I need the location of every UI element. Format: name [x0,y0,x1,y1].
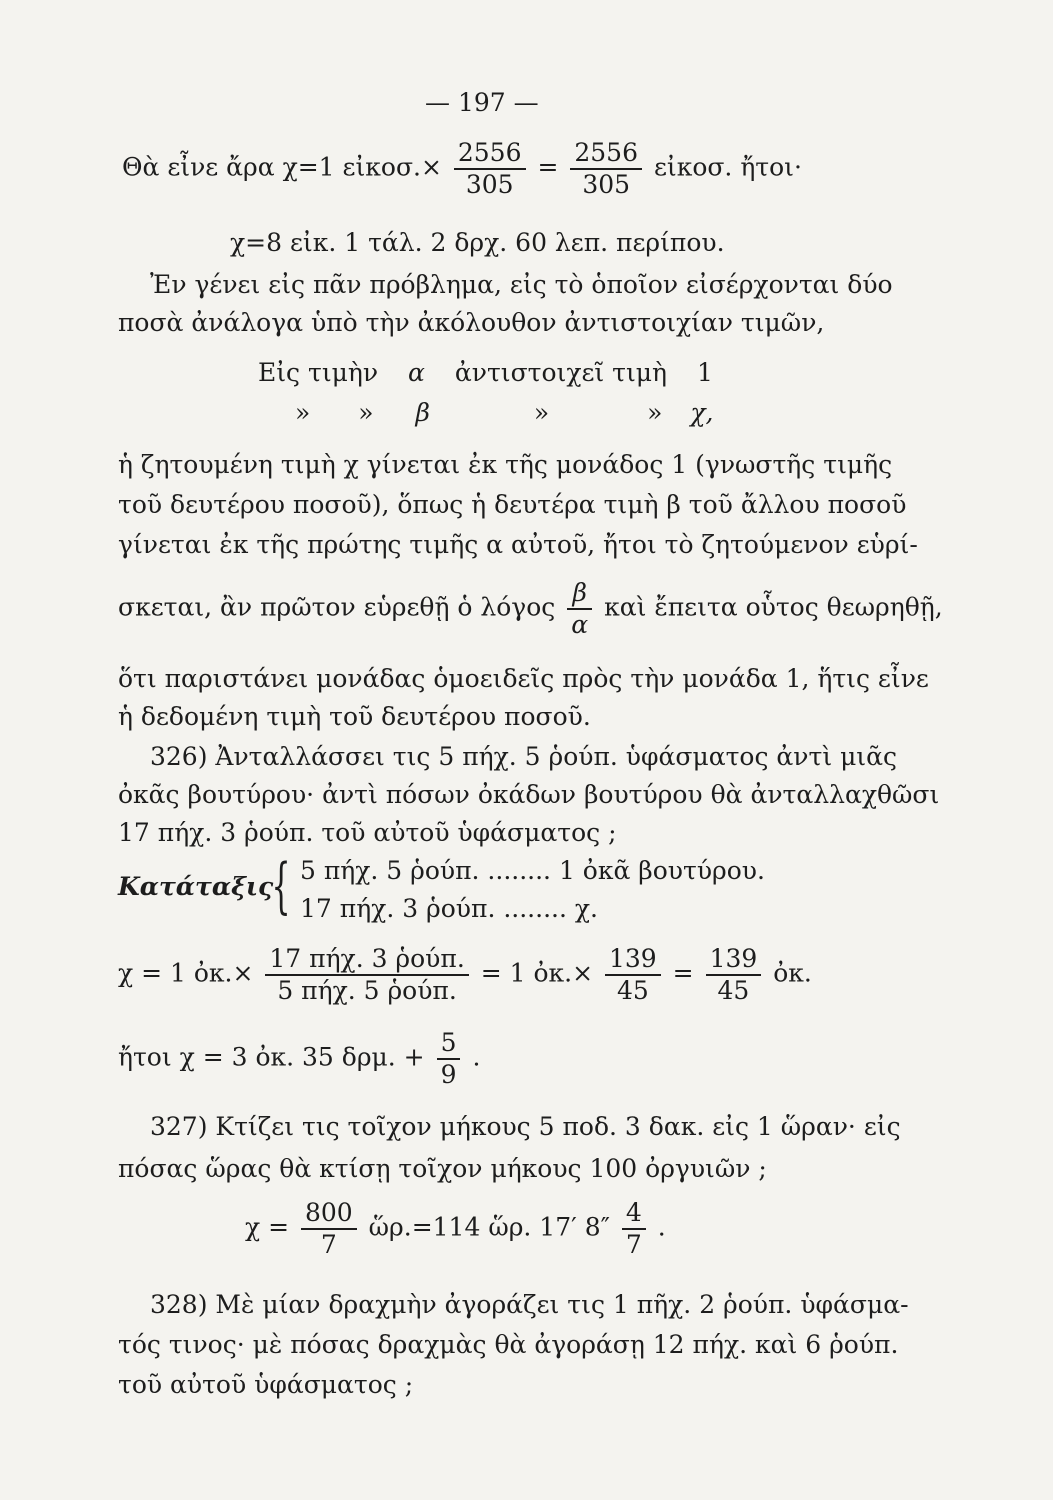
corr-alpha: α [408,358,425,387]
eq5-mid: ὥρ.=114 ὥρ. 17′ 8″ [368,1212,610,1242]
corr-label: Εἰς τιμὴν [258,358,379,387]
fraction [265,944,468,1006]
denominator: 5 πήχ. 5 ῥούπ. [265,974,468,1006]
equals-sign: = [537,152,559,182]
equation-4 [118,1028,480,1090]
denominator: 7 [622,1228,646,1260]
problem-328-line: 328) Μὲ μίαν δραχμὴν ἀγοράζει τις 1 πῆχ. 2 ῥούπ. ὑφάσμα- [150,1290,909,1319]
problem-328-line: τοῦ αὐτοῦ ὑφάσματος ; [118,1370,414,1399]
text-fragment: σκεται, ἂν πρῶτον εὑρεθῇ ὁ λόγος [118,592,556,622]
fraction [622,1198,646,1260]
numerator: 139 [709,944,758,973]
ditto-mark: » [533,398,550,427]
equation-5 [245,1198,666,1260]
problem-328-line: τός τινος· μὲ πόσας δραχμὰς θὰ ἀγοράσῃ 12 πήχ. καὶ 6 ῥούπ. [118,1330,899,1359]
corr-value: 1 [696,358,713,387]
paragraph-fraction-line [118,578,943,640]
equation-1-suffix: εἰκοσ. ἤτοι· [653,152,802,182]
numerator: 2556 [574,138,638,167]
fraction [454,138,526,200]
paragraph-line: ἡ ζητουμένη τιμὴ χ γίνεται ἐκ τῆς μονάδος 1 (γνωστῆς τιμῆς [118,450,893,479]
eq3-suffix: ὀκ. [773,958,812,988]
problem-326-line: 17 πήχ. 3 ῥούπ. τοῦ αὐτοῦ ὑφάσματος ; [118,818,617,847]
eq3-mid: = 1 ὀκ.× [480,958,594,988]
paragraph-line: ποσὰ ἀνάλογα ὑπὸ τὴν ἀκόλουθον ἀντιστοιχίαν τιμῶν, [118,308,825,337]
ditto-mark: » [295,398,311,427]
equation-3 [118,944,812,1006]
paragraph-line: ἡ δεδομένη τιμὴ τοῦ δευτέρου ποσοῦ. [118,702,591,731]
paragraph-line: τοῦ δευτέρου ποσοῦ), ὅπως ἡ δευτέρα τιμὴ β τοῦ ἄλλου ποσοῦ [118,490,907,519]
numerator: 800 [305,1198,353,1227]
eq5-suffix: . [657,1212,666,1242]
fraction [570,138,642,200]
eq4-prefix: ἤτοι χ = 3 ὀκ. 35 δρμ. + [118,1042,425,1072]
brace: { [271,851,291,921]
numerator: β [572,578,587,607]
ditto-mark: » [358,398,374,427]
katataxis-label: Κατάταξις [118,872,274,901]
paragraph-line: γίνεται ἐκ τῆς πρώτης τιμῆς α αὐτοῦ, ἤτοι τὸ ζητούμενον εὑρί- [118,530,918,559]
denominator: 305 [454,168,526,200]
denominator: 305 [570,168,642,200]
katataxis-row-1: 5 πήχ. 5 ῥούπ. ........ 1 ὀκᾶ βουτύρου. [300,856,765,885]
corr-chi: χ, [690,398,714,427]
equation-2: χ=8 εἰκ. 1 τάλ. 2 δρχ. 60 λεπ. περίπου. [230,228,725,257]
numerator: 17 πήχ. 3 ῥούπ. [269,944,465,973]
equals-sign: = [672,958,694,988]
equation-1 [122,138,802,200]
ditto-mark: » [647,398,663,427]
numerator: 139 [609,944,657,973]
problem-326-line: ὀκᾶς βουτύρου· ἀντὶ πόσων ὀκάδων βουτύρου θὰ ἀνταλλαχθῶσι [118,780,940,809]
fraction [567,578,592,640]
numerator: 5 [440,1028,457,1057]
fraction [301,1198,357,1260]
equation-1-prefix: Θὰ εἶνε ἄρα χ=1 εἰκοσ.× [122,152,442,182]
denominator: α [567,608,592,640]
fraction [706,944,762,1006]
eq5-prefix: χ = [245,1212,290,1242]
denominator: 7 [301,1228,357,1260]
corr-verb: ἀντιστοιχεῖ τιμὴ [454,358,668,387]
problem-327-line: 327) Κτίζει τις τοῖχον μήκους 5 ποδ. 3 δακ. εἰς 1 ὥραν· εἰς [150,1112,901,1141]
denominator: 45 [605,974,661,1006]
fraction [605,944,661,1006]
denominator: 45 [706,974,762,1006]
denominator: 9 [437,1058,461,1090]
numerator: 4 [625,1198,642,1227]
text-fragment: καὶ ἔπειτα οὗτος θεωρηθῇ, [604,592,943,622]
eq3-prefix: χ = 1 ὀκ.× [118,958,254,988]
eq4-suffix: . [472,1042,481,1072]
page-number: — 197 — [425,88,539,117]
paragraph-line: Ἐν γένει εἰς πᾶν πρόβλημα, εἰς τὸ ὁποῖον εἰσέρχονται δύο [150,270,893,299]
problem-326-line: 326) Ἀνταλλάσσει τις 5 πήχ. 5 ῥούπ. ὑφάσματος ἀντὶ μιᾶς [150,742,897,771]
correspondence-row-2 [295,398,714,428]
correspondence-row-1 [258,358,713,388]
fraction [437,1028,461,1090]
numerator: 2556 [457,138,522,167]
paragraph-line: ὅτι παριστάνει μονάδας ὁμοειδεῖς πρὸς τὴν μονάδα 1, ἥτις εἶνε [118,664,929,693]
katataxis-row-2: 17 πήχ. 3 ῥούπ. ........ χ. [300,894,598,923]
problem-327-line: πόσας ὥρας θὰ κτίσῃ τοῖχον μήκους 100 ὀργυιῶν ; [118,1154,767,1183]
corr-beta: β [415,398,430,427]
